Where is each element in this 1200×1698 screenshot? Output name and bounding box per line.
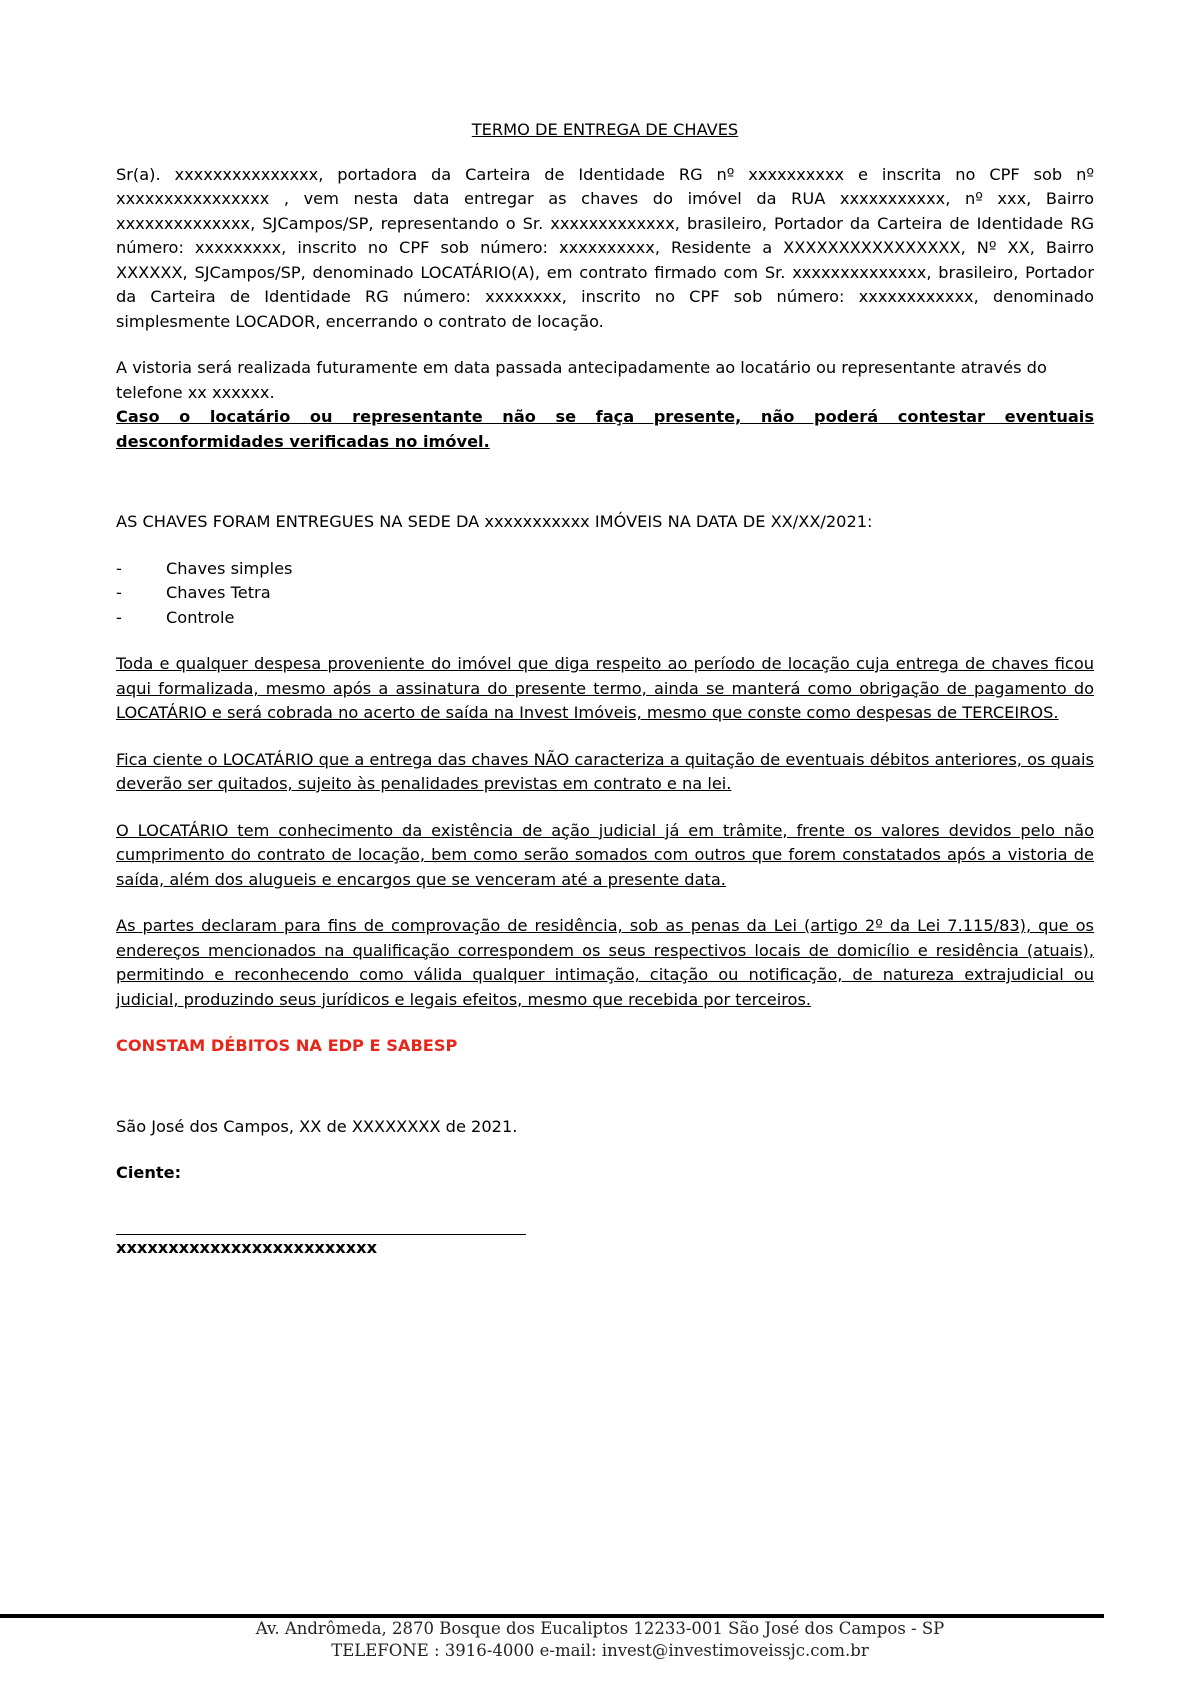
keys-list: [116, 557, 1094, 631]
list-item-label: Controle: [166, 607, 235, 627]
footer-contact: TELEFONE : 3916-4000 e-mail: invest@investimoveissjc.com.br: [331, 1641, 869, 1660]
footer: [0, 1618, 1200, 1662]
place-date: São José dos Campos, XX de XXXXXXXX de 2021.: [116, 1116, 518, 1136]
clause-expenses: Toda e qualquer despesa proveniente do imóvel que diga respeito ao período de locação cuja entrega de chaves ficou aqui formalizada, mesmo após a assinatura do presente termo, ainda se manterá como obrigação de pagamento do LOCATÁRIO e será cobrada no acerto de saída na Invest Imóveis, mesmo que conste como despesas de TERCEIROS.: [116, 654, 1094, 722]
vistoria-warning: Caso o locatário ou representante não se faça presente, não poderá contestar eventuais desconformidades verificadas no imóvel.: [116, 407, 1094, 451]
ciente-label: Ciente:: [116, 1163, 182, 1182]
clause-debts: Fica ciente o LOCATÁRIO que a entrega das chaves NÃO caracteriza a quitação de eventuais débitos anteriores, os quais deverão ser quitados, sujeito às penalidades previstas em contrato e na lei.: [116, 749, 1094, 793]
list-item-label: Chaves simples: [166, 558, 293, 578]
list-item: [116, 581, 1094, 606]
list-item-label: Chaves Tetra: [166, 583, 271, 602]
debts-notice: CONSTAM DÉBITOS NA EDP E SABESP: [116, 1036, 458, 1055]
clause-judicial: O LOCATÁRIO tem conhecimento da existência de ação judicial já em trâmite, frente os valores devidos pelo não cumprimento do contrato de locação, bem como serão somados com outros que forem constatados após a vistoria de saída, além dos alugueis e encargos que se venceram até a presente data.: [116, 820, 1094, 889]
list-bullet: -: [116, 583, 122, 602]
footer-address: Av. Andrômeda, 2870 Bosque dos Eucaliptos 12233-001 São José dos Campos - SP: [255, 1619, 945, 1638]
document-body: [116, 118, 1094, 1260]
signature-name: xxxxxxxxxxxxxxxxxxxxxxxxx: [116, 1237, 378, 1257]
signature-line: [116, 1234, 526, 1235]
list-bullet: -: [116, 558, 122, 578]
keys-heading: AS CHAVES FORAM ENTREGUES NA SEDE DA xxxxxxxxxxx IMÓVEIS NA DATA DE XX/XX/2021:: [116, 512, 873, 531]
vistoria-paragraph: A vistoria será realizada futuramente em data passada antecipadamente ao locatário ou representante através do telefone xx xxxxxx.: [116, 358, 1047, 402]
document-title: TERMO DE ENTREGA DE CHAVES: [471, 120, 739, 139]
intro-paragraph: Sr(a). xxxxxxxxxxxxxxx, portadora da Carteira de Identidade RG nº xxxxxxxxxx e inscrita no CPF sob nº xxxxxxxxxxxxxxxx , vem nesta data entregar as chaves do imóvel da RUA xxxxxxxxxxx, nº xxx, Bairro xxxxxxxxxxxxxx, SJCampos/SP, representando o Sr. xxxxxxxxxxxxx, brasileiro, Portador da Carteira de Identidade RG número: xxxxxxxxx, inscrito no CPF sob número: xxxxxxxxxx, Residente a XXXXXXXXXXXXXXXX, Nº XX, Bairro XXXXXX, SJCampos/SP, denominado LOCATÁRIO(A), em contrato firmado com Sr. xxxxxxxxxxxxxx, brasileiro, Portador da Carteira de Identidade RG número: xxxxxxxx, inscrito no CPF sob número: xxxxxxxxxxxx, denominado simplesmente LOCADOR, encerrando o contrato de locação.: [116, 164, 1094, 331]
clause-residence: As partes declaram para fins de comprovação de residência, sob as penas da Lei (artigo 2º da Lei 7.115/83), que os endereços mencionados na qualificação correspondem os seus respectivos locais de domicílio e residência (atuais), permitindo e reconhecendo como válida qualquer intimação, citação ou notificação, de natureza extrajudicial ou judicial, produzindo seus jurídicos e legais efeitos, mesmo que recebida por terceiros.: [116, 916, 1094, 1009]
list-item: [116, 557, 1094, 582]
list-bullet: -: [116, 607, 122, 627]
list-item: [116, 606, 1094, 631]
